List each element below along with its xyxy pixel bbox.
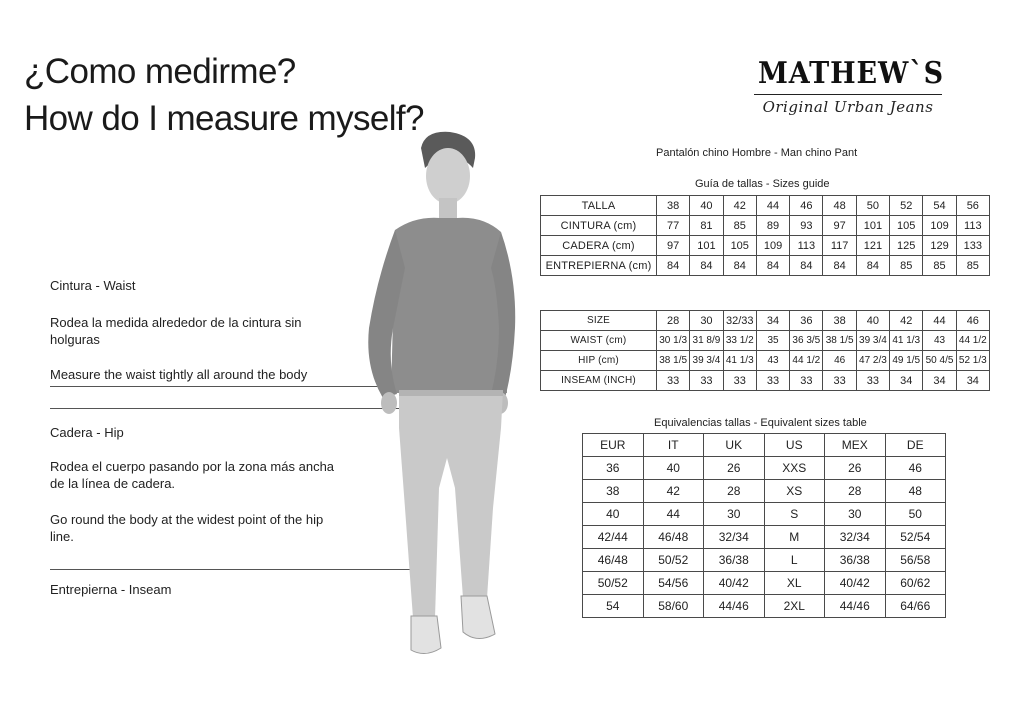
column-header: IT xyxy=(643,434,704,457)
table-row xyxy=(541,216,990,236)
table-cell: 52 1/3 xyxy=(956,351,989,371)
brand-divider xyxy=(754,94,942,95)
table-cell: 44/46 xyxy=(704,595,765,618)
heading-english: How do I measure myself? xyxy=(24,99,424,138)
table-cell: 41 1/3 xyxy=(723,351,756,371)
table-cell: 33 xyxy=(856,371,889,391)
table-cell: 44 xyxy=(923,311,956,331)
table-cell: 40 xyxy=(690,196,723,216)
table-cell: 33 xyxy=(823,371,856,391)
table-cell: 54 xyxy=(923,196,956,216)
column-header: EUR xyxy=(583,434,644,457)
table-row xyxy=(583,595,946,618)
table-cell: 89 xyxy=(756,216,789,236)
table-cell: 34 xyxy=(956,371,989,391)
table-cell: 117 xyxy=(823,236,856,256)
table-cell: 39 3/4 xyxy=(856,331,889,351)
table-cell: 54/56 xyxy=(643,572,704,595)
waist-description-en: Measure the waist tightly all around the body xyxy=(50,367,308,382)
table-cell: 46 xyxy=(956,311,989,331)
table-cell: 46/48 xyxy=(643,526,704,549)
table-cell: 38 1/5 xyxy=(657,351,690,371)
table-cell: 81 xyxy=(690,216,723,236)
table-cell: 39 3/4 xyxy=(690,351,723,371)
table-cell: 32/34 xyxy=(825,526,886,549)
table-cell: 84 xyxy=(657,256,690,276)
waist-guide-line xyxy=(50,386,388,387)
table-cell: 30 xyxy=(704,503,765,526)
table-cell: 44/46 xyxy=(825,595,886,618)
column-header: UK xyxy=(704,434,765,457)
column-header: US xyxy=(764,434,825,457)
table-cell: 40/42 xyxy=(704,572,765,595)
table-cell: 26 xyxy=(704,457,765,480)
hip-title: Cadera - Hip xyxy=(50,425,124,440)
table-cell: 48 xyxy=(823,196,856,216)
table-cell: 64/66 xyxy=(885,595,946,618)
table-row xyxy=(541,371,990,391)
model-figure xyxy=(355,128,520,673)
row-label: CADERA (cm) xyxy=(541,236,657,256)
row-label: HIP (cm) xyxy=(541,351,657,371)
table-cell: 33 xyxy=(723,371,756,391)
waist-description-es: Rodea la medida alrededor de la cintura sin holguras xyxy=(50,315,302,347)
table-row xyxy=(583,549,946,572)
table-cell: 43 xyxy=(923,331,956,351)
table-cell: 121 xyxy=(856,236,889,256)
table-cell: 49 1/5 xyxy=(890,351,923,371)
brand-name: MATHEW`S xyxy=(758,56,945,91)
row-label: TALLA xyxy=(541,196,657,216)
table-cell: 33 xyxy=(657,371,690,391)
product-title: Pantalón chino Hombre - Man chino Pant xyxy=(656,147,858,159)
table-cell: 33 xyxy=(690,371,723,391)
table-cell: 77 xyxy=(657,216,690,236)
table-cell: S xyxy=(764,503,825,526)
table-cell: M xyxy=(764,526,825,549)
table-cell: 36 3/5 xyxy=(790,331,823,351)
table-cell: 50 4/5 xyxy=(923,351,956,371)
table-cell: 84 xyxy=(856,256,889,276)
table-cell: 50/52 xyxy=(643,549,704,572)
hip-description-es: Rodea el cuerpo pasando por la zona más ancha de la línea de cadera. xyxy=(50,459,335,491)
table-header-row xyxy=(583,434,946,457)
column-header: DE xyxy=(885,434,946,457)
table-cell: 44 xyxy=(756,196,789,216)
table-cell: 50 xyxy=(885,503,946,526)
table-cell: 125 xyxy=(890,236,923,256)
table-cell: 56/58 xyxy=(885,549,946,572)
table-cell: 50/52 xyxy=(583,572,644,595)
table-cell: 105 xyxy=(890,216,923,236)
waist-title: Cintura - Waist xyxy=(50,278,136,293)
table-cell: 41 1/3 xyxy=(890,331,923,351)
table-cell: 28 xyxy=(825,480,886,503)
table-cell: 60/62 xyxy=(885,572,946,595)
table-cell: 46 xyxy=(823,351,856,371)
table-cell: 44 xyxy=(643,503,704,526)
table-cell: 33 xyxy=(756,371,789,391)
table-cell: L xyxy=(764,549,825,572)
table-cell: 42 xyxy=(723,196,756,216)
table-cell: 44 1/2 xyxy=(956,331,989,351)
table-row xyxy=(541,256,990,276)
table-cell: 84 xyxy=(756,256,789,276)
equivalent-sizes-table xyxy=(582,433,946,618)
table-cell: 34 xyxy=(890,371,923,391)
table-cell: 28 xyxy=(657,311,690,331)
table-cell: 129 xyxy=(923,236,956,256)
table-cell: 113 xyxy=(956,216,989,236)
table-cell: 40 xyxy=(643,457,704,480)
table-cell: 85 xyxy=(956,256,989,276)
brand-tagline: Original Urban Jeans xyxy=(762,98,934,116)
table-row xyxy=(541,351,990,371)
table-row xyxy=(583,503,946,526)
table-cell: 50 xyxy=(856,196,889,216)
sizes-guide-title: Guía de tallas - Sizes guide xyxy=(695,178,830,190)
inseam-title: Entrepierna - Inseam xyxy=(50,582,172,597)
row-label: SIZE xyxy=(541,311,657,331)
table-cell: 38 xyxy=(583,480,644,503)
table-cell: 30 1/3 xyxy=(657,331,690,351)
table-cell: 101 xyxy=(690,236,723,256)
table-cell: 97 xyxy=(657,236,690,256)
table-cell: 105 xyxy=(723,236,756,256)
table-cell: 84 xyxy=(723,256,756,276)
table-row xyxy=(583,526,946,549)
es-size-table xyxy=(540,195,990,276)
table-row xyxy=(583,480,946,503)
table-cell: XS xyxy=(764,480,825,503)
us-size-table xyxy=(540,310,990,391)
table-cell: 52/54 xyxy=(885,526,946,549)
table-row xyxy=(583,457,946,480)
table-cell: 38 xyxy=(823,311,856,331)
table-cell: 42/44 xyxy=(583,526,644,549)
table-cell: 30 xyxy=(825,503,886,526)
table-row xyxy=(541,331,990,351)
table-cell: 38 xyxy=(657,196,690,216)
table-cell: 33 1/2 xyxy=(723,331,756,351)
table-cell: XXS xyxy=(764,457,825,480)
table-row xyxy=(541,196,990,216)
column-header: MEX xyxy=(825,434,886,457)
table-cell: 36 xyxy=(583,457,644,480)
table-cell: 31 8/9 xyxy=(690,331,723,351)
table-cell: 48 xyxy=(885,480,946,503)
table-cell: 84 xyxy=(790,256,823,276)
heading-spanish: ¿Como medirme? xyxy=(24,52,296,91)
row-label: ENTREPIERNA (cm) xyxy=(541,256,657,276)
table-cell: 109 xyxy=(756,236,789,256)
table-cell: 35 xyxy=(756,331,789,351)
table-cell: 84 xyxy=(690,256,723,276)
row-label: INSEAM (INCH) xyxy=(541,371,657,391)
row-label: CINTURA (cm) xyxy=(541,216,657,236)
table-cell: 36 xyxy=(790,311,823,331)
table-cell: 52 xyxy=(890,196,923,216)
table-cell: 101 xyxy=(856,216,889,236)
table-cell: XL xyxy=(764,572,825,595)
table-cell: 28 xyxy=(704,480,765,503)
table-cell: 34 xyxy=(756,311,789,331)
table-cell: 38 1/5 xyxy=(823,331,856,351)
table-cell: 97 xyxy=(823,216,856,236)
table-cell: 34 xyxy=(923,371,956,391)
table-cell: 133 xyxy=(956,236,989,256)
table-cell: 40 xyxy=(856,311,889,331)
table-cell: 56 xyxy=(956,196,989,216)
table-row xyxy=(541,236,990,256)
table-cell: 32/34 xyxy=(704,526,765,549)
table-cell: 36/38 xyxy=(704,549,765,572)
table-cell: 43 xyxy=(756,351,789,371)
table-cell: 85 xyxy=(923,256,956,276)
table-cell: 84 xyxy=(823,256,856,276)
table-cell: 93 xyxy=(790,216,823,236)
table-cell: 30 xyxy=(690,311,723,331)
table-cell: 46 xyxy=(885,457,946,480)
table-row xyxy=(583,572,946,595)
table-cell: 46/48 xyxy=(583,549,644,572)
table-cell: 54 xyxy=(583,595,644,618)
table-cell: 46 xyxy=(790,196,823,216)
table-cell: 42 xyxy=(890,311,923,331)
table-cell: 36/38 xyxy=(825,549,886,572)
table-cell: 109 xyxy=(923,216,956,236)
table-cell: 113 xyxy=(790,236,823,256)
table-cell: 2XL xyxy=(764,595,825,618)
table-row xyxy=(541,311,990,331)
table-cell: 44 1/2 xyxy=(790,351,823,371)
table-cell: 42 xyxy=(643,480,704,503)
table-cell: 85 xyxy=(723,216,756,236)
equivalence-title: Equivalencias tallas - Equivalent sizes table xyxy=(654,417,867,429)
table-cell: 40/42 xyxy=(825,572,886,595)
row-label: WAIST (cm) xyxy=(541,331,657,351)
table-cell: 33 xyxy=(790,371,823,391)
table-cell: 40 xyxy=(583,503,644,526)
table-cell: 85 xyxy=(890,256,923,276)
hip-description-en: Go round the body at the widest point of the hip line. xyxy=(50,512,324,544)
table-cell: 26 xyxy=(825,457,886,480)
table-cell: 32/33 xyxy=(723,311,756,331)
table-cell: 58/60 xyxy=(643,595,704,618)
brand-logo xyxy=(748,56,948,116)
table-cell: 47 2/3 xyxy=(856,351,889,371)
